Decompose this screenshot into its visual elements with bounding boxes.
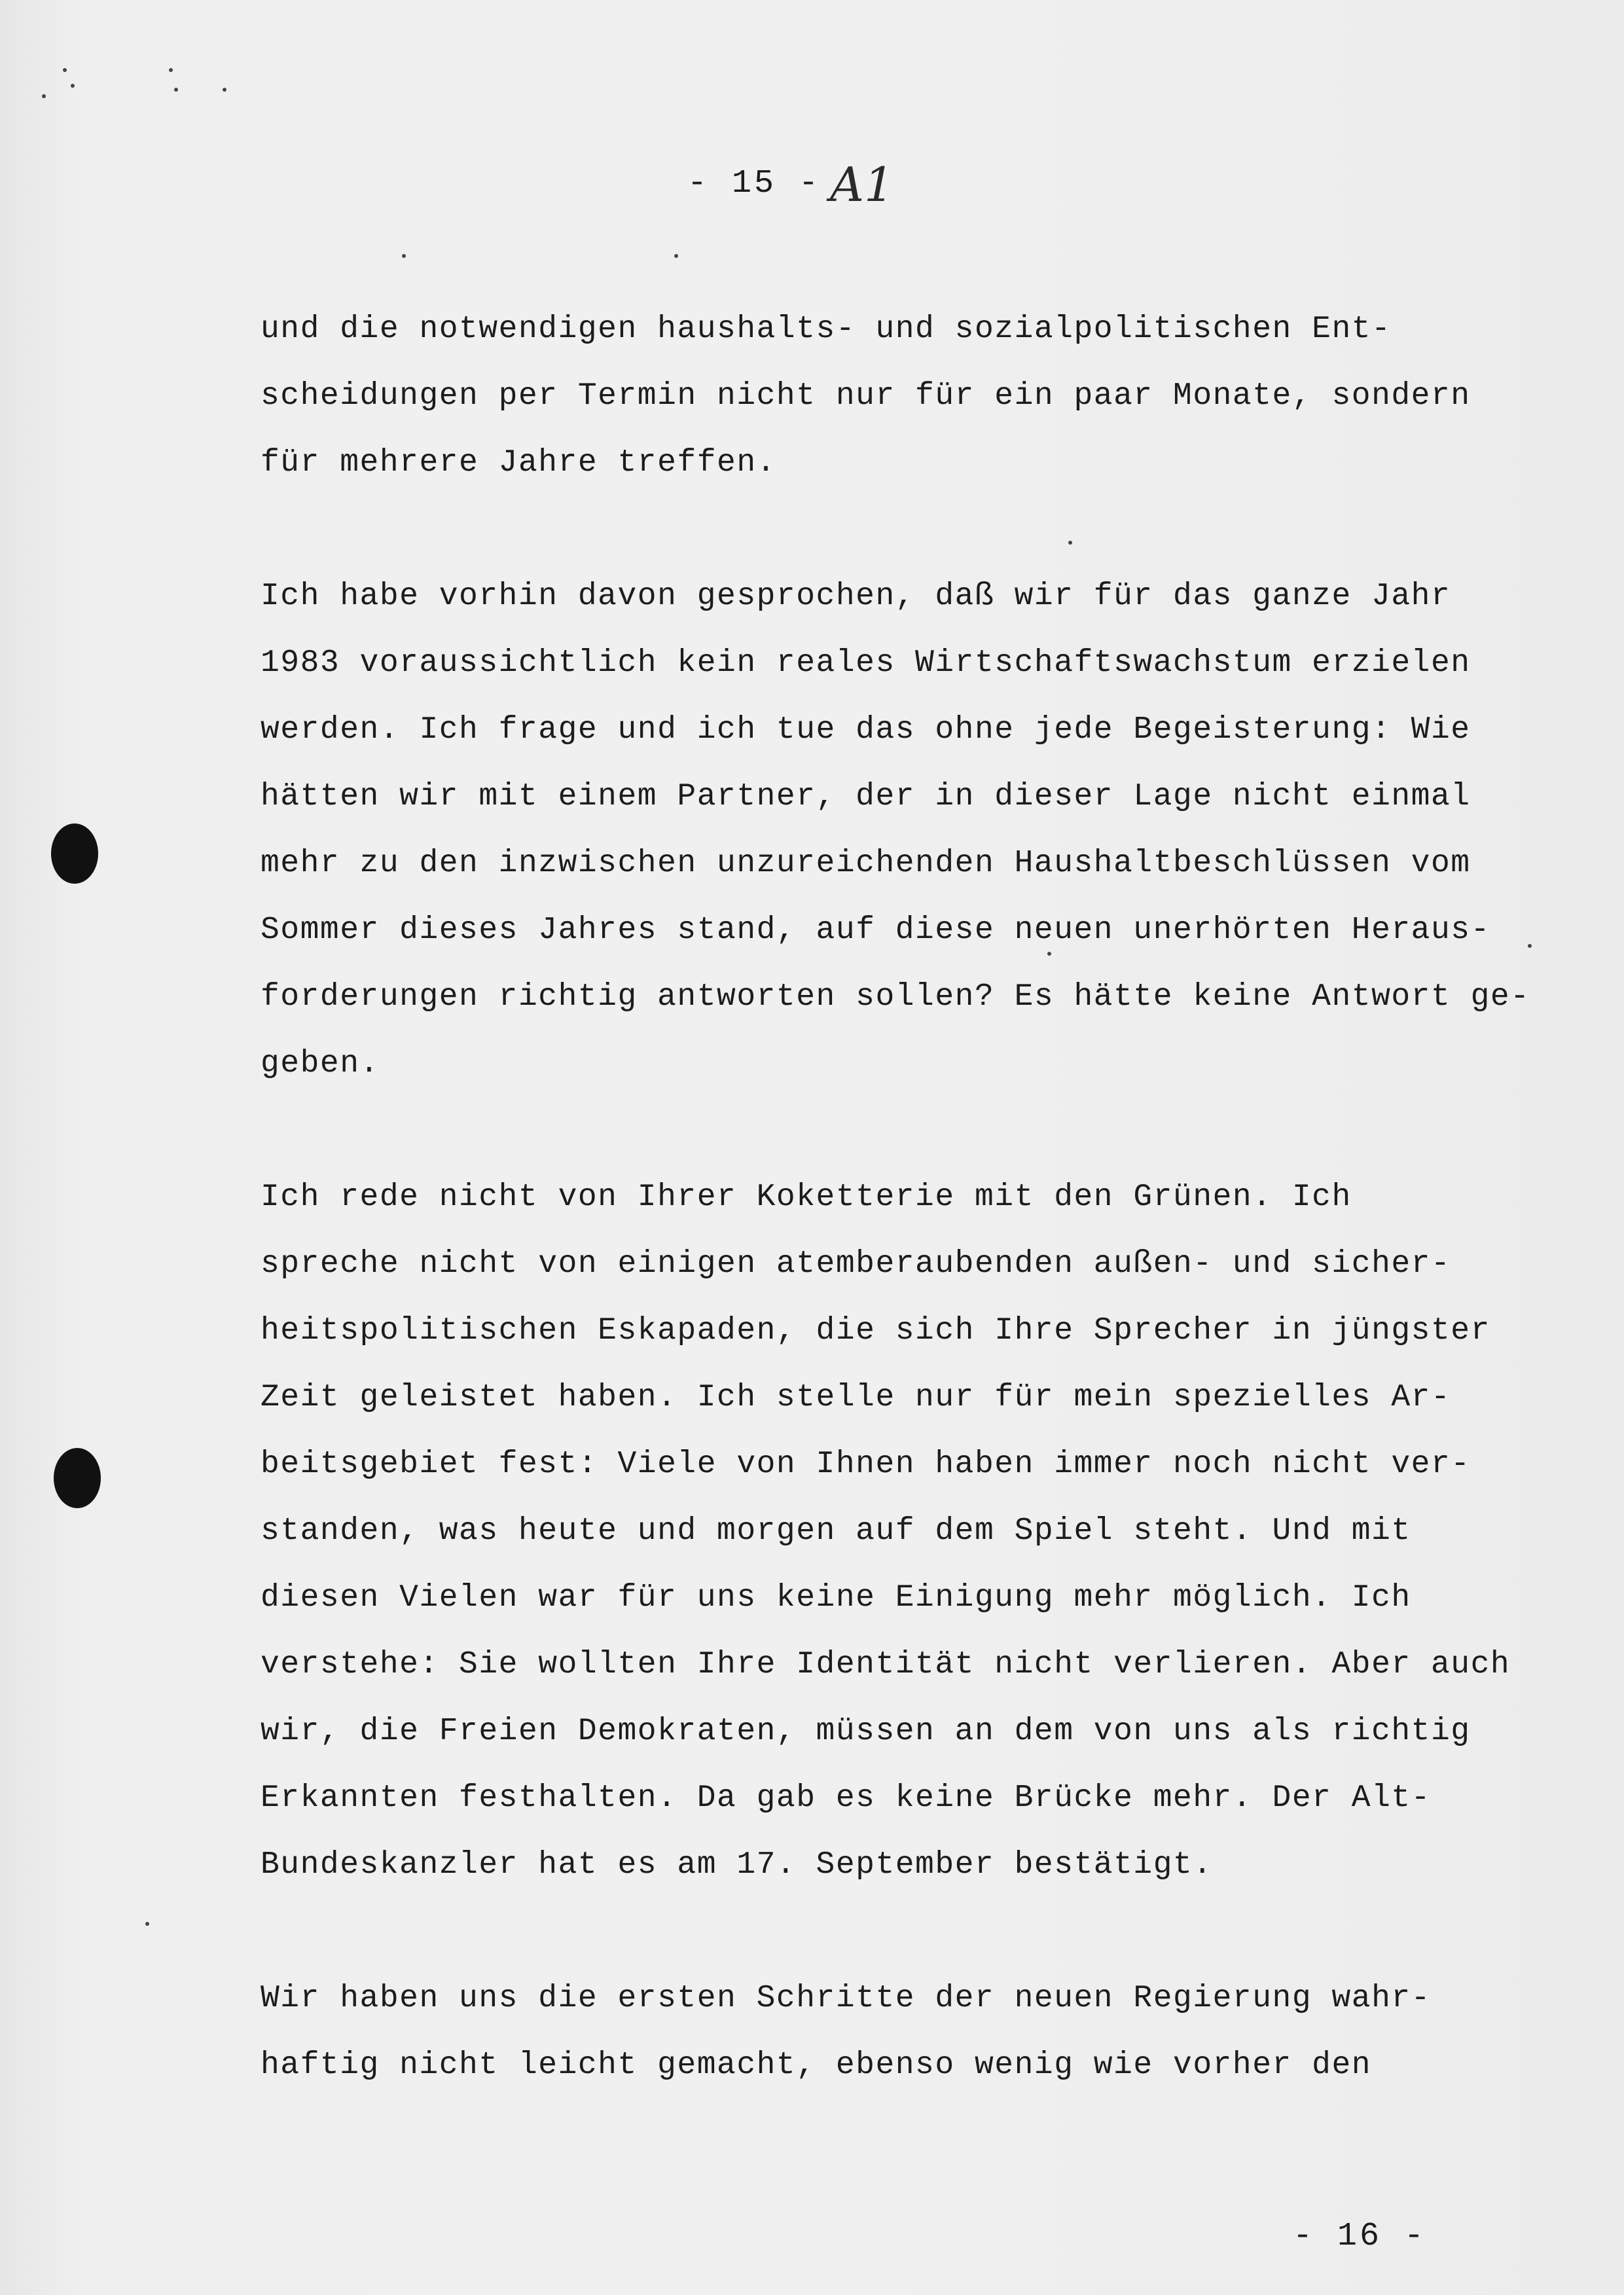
text-line: verstehe: Sie wollten Ihre Identität nicht verlieren. Aber auch: [261, 1647, 1511, 1682]
scan-speck: [223, 88, 226, 92]
paragraph: [261, 1164, 1570, 1898]
handwritten-mark: A1: [830, 157, 894, 212]
scan-speck: [145, 1922, 149, 1926]
scan-speck: [42, 94, 46, 98]
text-line: hätten wir mit einem Partner, der in dieser Lage nicht einmal: [261, 779, 1471, 814]
text-line: Ich rede nicht von Ihrer Koketterie mit den Grünen. Ich: [261, 1180, 1352, 1215]
text-line: haftig nicht leicht gemacht, ebenso wenig wie vorher den: [261, 2048, 1372, 2083]
text-line: Ich habe vorhin davon gesprochen, daß wir für das ganze Jahr: [261, 579, 1451, 614]
punch-hole: [54, 1448, 101, 1508]
punch-hole: [51, 823, 98, 884]
text-line: diesen Vielen war für uns keine Einigung mehr möglich. Ich: [261, 1580, 1411, 1616]
paragraph: [261, 296, 1570, 496]
text-line: Bundeskanzler hat es am 17. September bestätigt.: [261, 1847, 1213, 1883]
text-line: scheidungen per Termin nicht nur für ein paar Monate, sondern: [261, 378, 1471, 414]
scan-speck: [174, 88, 178, 92]
next-page-indicator: - 16 -: [1293, 2218, 1427, 2255]
text-line: standen, was heute und morgen auf dem Spiel steht. Und mit: [261, 1513, 1411, 1549]
text-line: forderungen richtig antworten sollen? Es hätte keine Antwort ge-: [261, 979, 1530, 1015]
scan-speck: [169, 68, 173, 72]
scan-speck: [674, 254, 678, 258]
scan-speck: [402, 254, 406, 258]
text-line: wir, die Freien Demokraten, müssen an dem von uns als richtig: [261, 1714, 1471, 1749]
text-line: werden. Ich frage und ich tue das ohne jede Begeisterung: Wie: [261, 712, 1471, 748]
text-line: Erkannten festhalten. Da gab es keine Brücke mehr. Der Alt-: [261, 1780, 1431, 1816]
text-line: Zeit geleistet haben. Ich stelle nur für mein spezielles Ar-: [261, 1380, 1451, 1415]
text-line: 1983 voraussichtlich kein reales Wirtschaftswachstum erzielen: [261, 645, 1471, 681]
text-line: und die notwendigen haushalts- und sozialpolitischen Ent-: [261, 312, 1392, 347]
paragraph: [261, 563, 1570, 1097]
body-text: [261, 296, 1570, 2165]
text-line: geben.: [261, 1046, 380, 1081]
page-number: - 15 -: [687, 165, 821, 202]
text-line: Sommer dieses Jahres stand, auf diese neuen unerhörten Heraus-: [261, 913, 1490, 948]
scan-speck: [71, 84, 75, 88]
text-line: heitspolitischen Eskapaden, die sich Ihre Sprecher in jüngster: [261, 1313, 1490, 1348]
text-line: beitsgebiet fest: Viele von Ihnen haben immer noch nicht ver-: [261, 1447, 1471, 1482]
text-line: Wir haben uns die ersten Schritte der neuen Regierung wahr-: [261, 1981, 1431, 2016]
text-line: mehr zu den inzwischen unzureichenden Haushaltbeschlüssen vom: [261, 846, 1471, 881]
text-line: spreche nicht von einigen atemberaubenden außen- und sicher-: [261, 1246, 1451, 1282]
text-line: für mehrere Jahre treffen.: [261, 445, 776, 480]
scan-speck: [63, 68, 67, 72]
paragraph: [261, 1965, 1570, 2099]
